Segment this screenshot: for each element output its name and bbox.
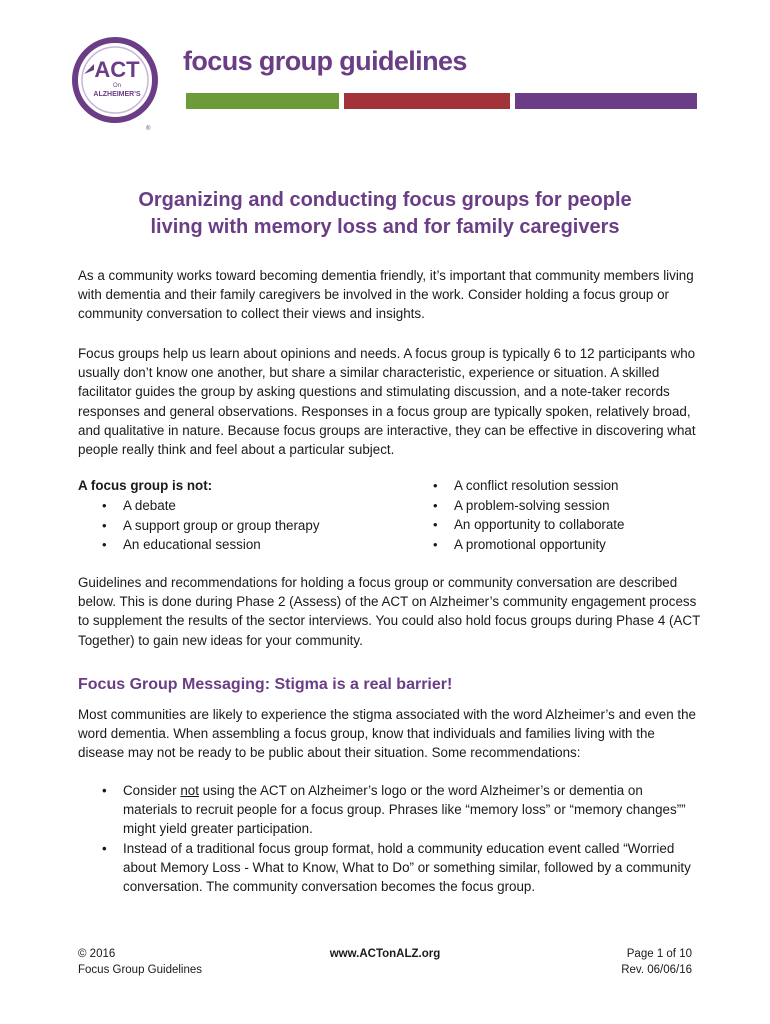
- act-on-alzheimers-logo: [72, 34, 158, 134]
- header-bar-purple: [515, 93, 697, 109]
- guidelines-paragraph: Guidelines and recommendations for holding a focus group or community conversation are described below. This is done during Phase 2 (Assess) of the ACT on Alzheimer’s community engagement process to supplement the results of the sector interviews. You could also hold focus groups during Phase 4 (ACT Together) to gain new ideas for your community.: [78, 575, 701, 648]
- section-heading: Focus Group Messaging: Stigma is a real barrier!: [78, 676, 453, 693]
- not-list-left: [99, 496, 320, 555]
- logo-act-text: ACT: [94, 57, 140, 82]
- footer-right: [621, 946, 692, 978]
- list-item: • A problem-solving session: [430, 496, 624, 516]
- intro-paragraph: As a community works toward becoming dementia friendly, it’s important that community members living with dementia and their family caregivers be involved in the work. Consider holding a focus group or community conversation to collect their views and insights.: [78, 268, 694, 322]
- recommendations-list: [99, 781, 699, 896]
- rec-underlined-text: not: [180, 783, 199, 798]
- document-title: [70, 187, 700, 241]
- header-bar-green: [186, 93, 339, 109]
- rec-text: Consider: [123, 783, 181, 798]
- not-list-right: [430, 476, 624, 554]
- registered-mark: ®: [146, 126, 151, 132]
- footer-doc-name: Focus Group Guidelines: [78, 964, 203, 976]
- header-title: focus group guidelines: [183, 46, 467, 76]
- logo-alzheimers-text: ALZHEIMER'S: [93, 91, 141, 98]
- document-title-line: living with memory loss and for family caregivers: [150, 216, 620, 238]
- footer-website[interactable]: www.ACTonALZ.org: [329, 948, 441, 960]
- stigma-paragraph: Most communities are likely to experience the stigma associated with the word Alzheimer’s and even the word dementia. When assembling a focus group, know that individuals and families living with the disease may not be ready to be public about their situation. Some recommendations:: [78, 707, 697, 761]
- document-title-line: Organizing and conducting focus groups for people: [138, 189, 632, 211]
- not-list-heading: A focus group is not:: [78, 478, 213, 493]
- list-item: • A support group or group therapy: [99, 516, 320, 536]
- list-item: • A promotional opportunity: [430, 535, 624, 555]
- list-item: • A conflict resolution session: [430, 476, 624, 496]
- footer-copyright: © 2016: [78, 948, 116, 960]
- list-item: • A debate: [99, 496, 320, 516]
- footer-page-number: Page 1 of 10: [626, 948, 692, 960]
- list-item: • An opportunity to collaborate: [430, 515, 624, 535]
- rec-text: using the ACT on Alzheimer’s logo or the word Alzheimer’s or dementia on materials to recruit people for a focus group. Phrases like “memory loss” or “memory changes”” might yield greater participation.: [123, 783, 686, 837]
- list-item: [99, 781, 699, 839]
- footer-revision: Rev. 06/06/16: [621, 964, 692, 976]
- logo-on-text: On: [112, 83, 122, 89]
- focus-groups-paragraph: Focus groups help us learn about opinions and needs. A focus group is typically 6 to 12 participants who usually don’t know one another, but share a similar characteristic, experience or situation. A skilled facilitator guides the group by asking questions and stimulating discussion, and a note-taker records responses and general observations. Responses in a focus group are typically spoken, relatively broad, and qualitative in nature. Because focus groups are interactive, they can be effective in discovering what people really think and feel about a particular subject.: [78, 346, 696, 458]
- list-item: • Instead of a traditional focus group format, hold a community education event called “Worried about Memory Loss - What to Know, What to Do” or something similar, followed by a community conversation. The community conversation becomes the focus group.: [99, 839, 699, 897]
- list-item: • An educational session: [99, 535, 320, 555]
- header-bar-red: [344, 93, 510, 109]
